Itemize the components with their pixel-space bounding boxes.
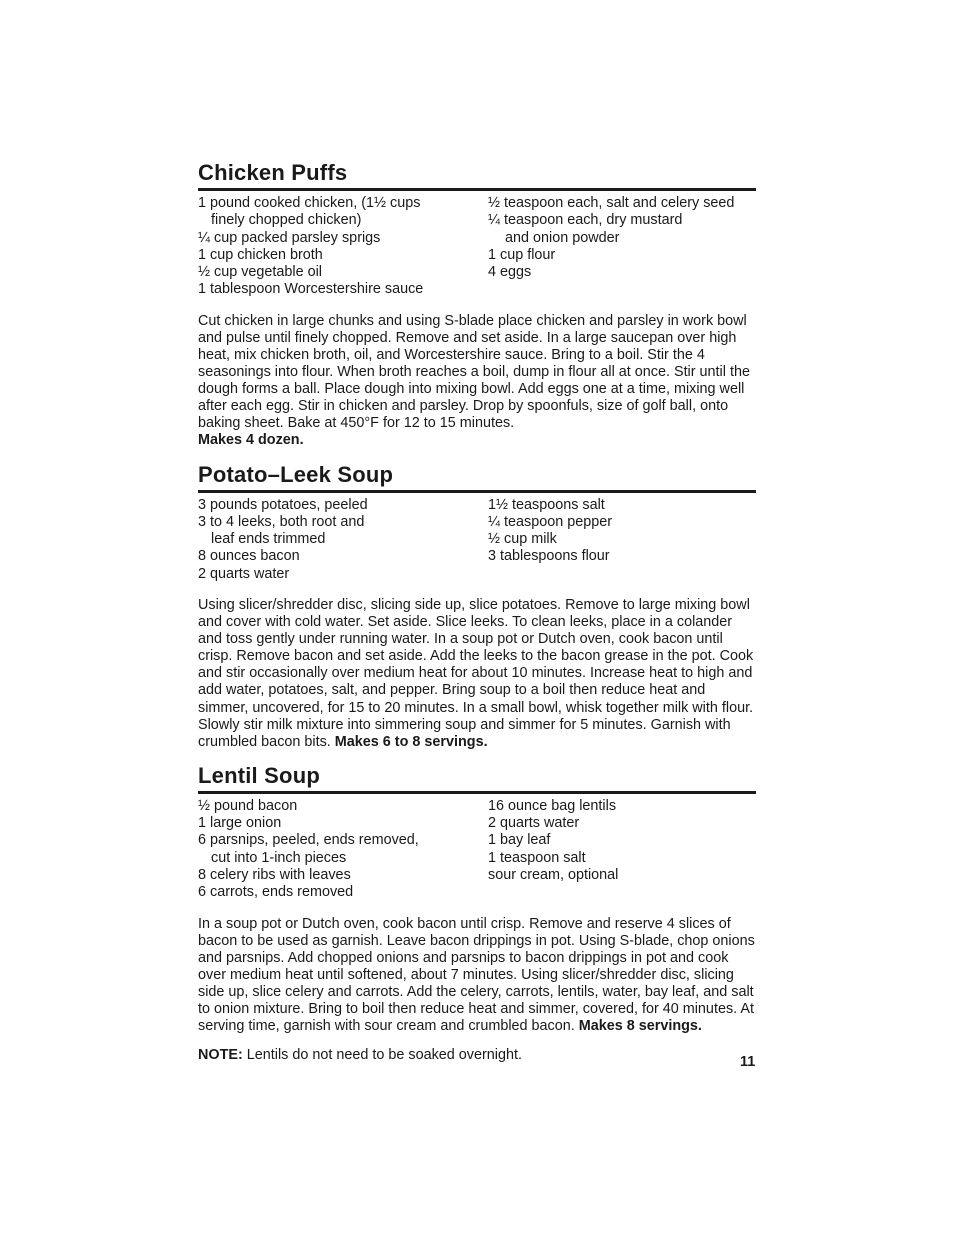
ingredient-item: 1 large onion (198, 815, 282, 832)
ingredient-item: ¼ teaspoon pepper (488, 513, 613, 530)
ingredient-item: ¼ teaspoon each, dry mustard (488, 212, 683, 229)
ingredient-item: 3 to 4 leeks, both root and (198, 513, 365, 530)
ingredient-item: ½ teaspoon each, salt and celery seed (488, 195, 735, 211)
ingredient-column (198, 798, 488, 902)
recipe-title: Potato–Leek Soup (198, 462, 756, 493)
ingredient-item: leaf ends trimmed (211, 531, 326, 548)
ingredient-item: ½ pound bacon (198, 797, 298, 814)
directions-text: Using slicer/shredder disc, slicing side up, slice potatoes. Remove to large mixing bowl and cover with cold water. Set aside. Slice leeks. To clean leeks, place in a colander and toss gently under running water. In a soup pot or Dutch oven, cook bacon until crisp. Remove bacon and set aside. Add the leeks to the bacon grease in the pot. Cook and stir occasionally over medium heat for about 10 minutes. Increase heat to high and add water, potatoes, salt, and pepper. Bring soup to a boil then reduce heat and simmer, uncovered, for 15 to 20 minutes. In a small bowl, whisk together milk with flour. Slowly stir milk mixture into simmering soup and simmer for 5 minutes. Garnish with crumbled bacon bits. (198, 597, 754, 750)
recipe-directions (198, 916, 756, 1036)
ingredient-column (488, 497, 756, 583)
ingredient-item: 3 tablespoons flour (488, 548, 610, 565)
recipe-yield: Makes 8 servings. (578, 1018, 702, 1035)
ingredient-item: 1 bay leaf (488, 832, 551, 849)
ingredient-item: 4 eggs (488, 264, 532, 281)
ingredient-item: 6 parsnips, peeled, ends removed, (198, 832, 419, 849)
note (198, 1047, 756, 1064)
ingredient-item: 8 celery ribs with leaves (198, 867, 351, 884)
ingredient-item: 3 pounds potatoes, peeled (198, 496, 368, 513)
note-label: NOTE: (198, 1047, 243, 1064)
recipe-title: Chicken Puffs (198, 160, 756, 191)
ingredient-list (198, 195, 756, 299)
directions-text: Cut chicken in large chunks and using S-blade place chicken and parsley in work bowl and pulse until finely chopped. Remove and set aside. In a large saucepan over high heat, mix chicken broth, oil, and Worcestershire sauce. Bring to a boil. Stir the 4 seasonings into flour. When broth reaches a boil, dump in flour all at once. Stir until the dough forms a ball. Place dough into mixing bowl. Add eggs one at a time, mixing well after each egg. Stir in chicken and parsley. Drop by spoonfuls, size of golf ball, onto baking sheet. Bake at 450°F for 12 to 15 minutes. (198, 312, 750, 432)
ingredient-item: 8 ounces bacon (198, 548, 300, 565)
ingredient-item: 1 teaspoon salt (488, 849, 586, 866)
ingredient-item: 1 tablespoon Worcestershire sauce (198, 281, 424, 298)
ingredient-item: 2 quarts water (488, 815, 580, 832)
ingredient-list (198, 798, 756, 902)
recipe-directions (198, 597, 756, 751)
ingredient-column (488, 798, 756, 902)
ingredient-item: ½ cup milk (488, 531, 557, 548)
recipe-directions (198, 313, 756, 450)
ingredient-item: and onion powder (505, 229, 620, 246)
directions-text: In a soup pot or Dutch oven, cook bacon until crisp. Remove and reserve 4 slices of bacon to be used as garnish. Leave bacon drippings in pot. Using S-blade, chop onions and parsnips. Add chopped onions and parsnips to bacon drippings in pot and cook over medium heat until softened, about 7 minutes. Using slicer/shredder disc, slicing side up, slice celery and carrots. Add the celery, carrots, lentils, water, bay leaf, and salt to onion mixture. Bring to boil then reduce heat and simmer, covered, for 40 minutes. At serving time, garnish with sour cream and crumbled bacon. (198, 915, 755, 1035)
ingredient-item: 1 cup flour (488, 246, 556, 263)
cookbook-page (198, 160, 756, 1064)
recipe-yield: Makes 4 dozen. (198, 432, 304, 449)
ingredient-item: sour cream, optional (488, 867, 619, 884)
ingredient-column (488, 195, 756, 299)
ingredient-list (198, 497, 756, 583)
ingredient-item: ½ cup vegetable oil (198, 264, 323, 281)
ingredient-item: cut into 1-inch pieces (211, 849, 347, 866)
note-text: Lentils do not need to be soaked overnight. (242, 1047, 523, 1064)
recipe-list (198, 160, 756, 1035)
ingredient-item: 1½ teaspoons salt (488, 496, 605, 513)
ingredient-item: 1 cup chicken broth (198, 246, 323, 263)
ingredient-item: 16 ounce bag lentils (488, 797, 617, 814)
recipe (198, 462, 756, 751)
ingredient-item: ¼ cup packed parsley sprigs (198, 229, 381, 246)
page-number: 11 (740, 1054, 756, 1070)
ingredient-item: 1 pound cooked chicken, (1½ cups (198, 195, 421, 211)
ingredient-item: finely chopped chicken) (211, 212, 362, 229)
recipe-yield: Makes 6 to 8 servings. (334, 733, 488, 750)
ingredient-item: 6 carrots, ends removed (198, 884, 354, 901)
ingredient-item: 2 quarts water (198, 565, 290, 582)
recipe-title: Lentil Soup (198, 763, 756, 794)
ingredient-column (198, 497, 488, 583)
recipe (198, 160, 756, 450)
ingredient-column (198, 195, 488, 299)
recipe (198, 763, 756, 1035)
